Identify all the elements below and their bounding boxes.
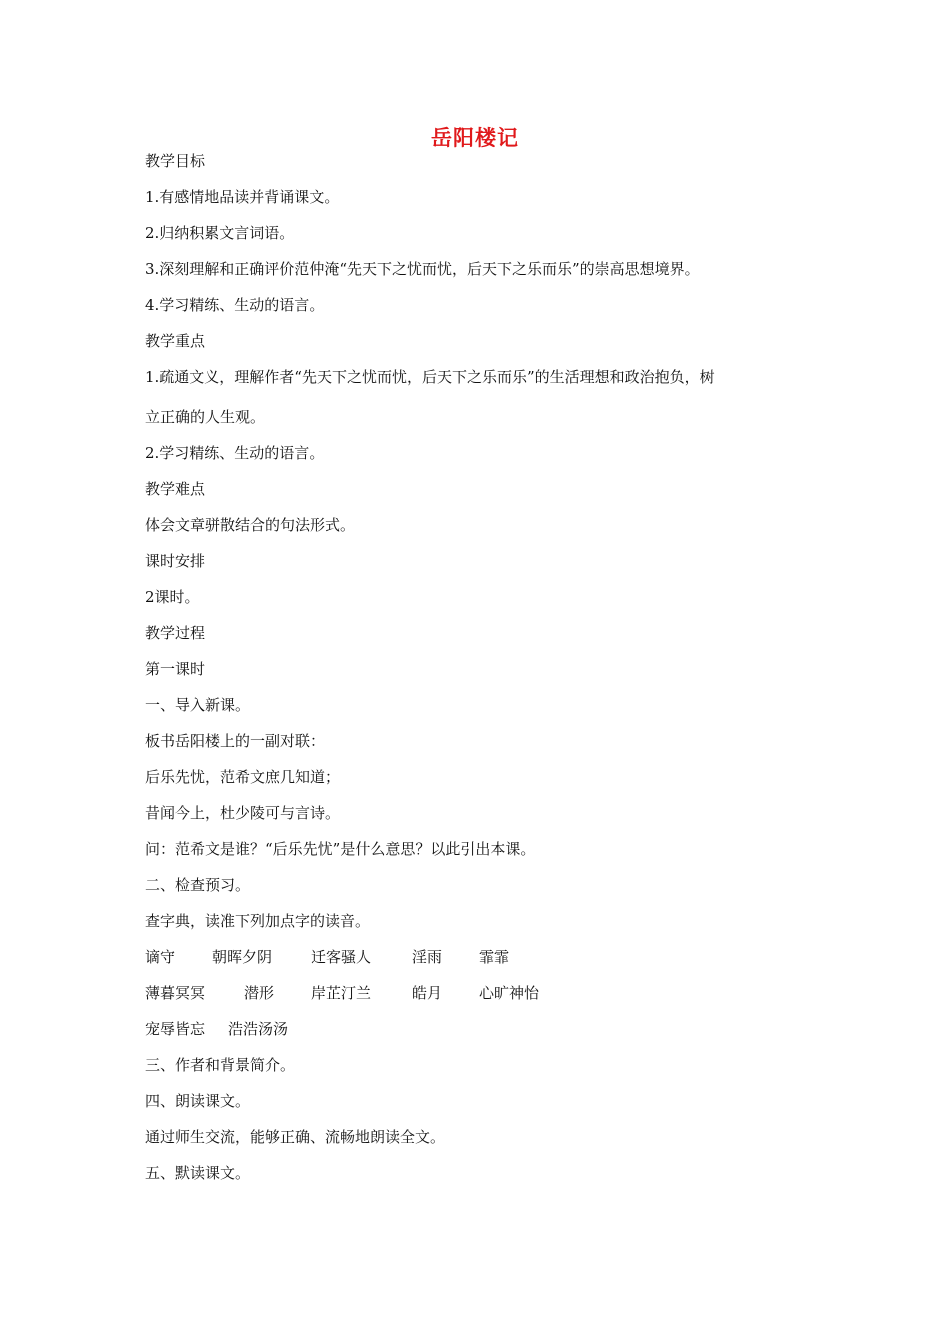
goal-item-4: 4.学习精练、生动的语言。 <box>145 296 325 314</box>
goal-item-3: 3.深刻理解和正确评价范仲淹“先天下之忧而忧，后天下之乐而乐”的崇高思想境界。 <box>145 260 700 278</box>
couplet-line-1: 后乐先忧，范希文庶几知道； <box>145 768 341 786</box>
focus-item-1-cont: 立正确的人生观。 <box>145 408 266 426</box>
vocab-word: 迁客骚人 <box>311 948 372 966</box>
step-5-heading: 五、默读课文。 <box>145 1164 251 1182</box>
section-heading-difficulty: 教学难点 <box>145 480 206 498</box>
schedule-text: 2课时。 <box>145 588 200 606</box>
couplet-line-2: 昔闻今上，杜少陵可与言诗。 <box>145 804 341 822</box>
difficulty-text: 体会文章骈散结合的句法形式。 <box>145 516 356 534</box>
vocab-word: 心旷神怡 <box>479 984 540 1002</box>
focus-item-1: 1.疏通文义，理解作者“先天下之忧而忧，后天下之乐而乐”的生活理想和政治抱负，树 <box>145 368 715 386</box>
goal-item-2: 2.归纳积累文言词语。 <box>145 224 295 242</box>
step-1-question: 问：范希文是谁？“后乐先忧”是什么意思？以此引出本课。 <box>145 840 536 858</box>
step-3-heading: 三、作者和背景简介。 <box>145 1056 296 1074</box>
vocab-word: 皓月 <box>412 984 443 1002</box>
vocab-word: 霏霏 <box>479 948 510 966</box>
section-heading-process: 教学过程 <box>145 624 206 642</box>
document-title: 岳阳楼记 <box>431 126 519 150</box>
vocab-word: 淫雨 <box>412 948 443 966</box>
lesson-one-heading: 第一课时 <box>145 660 206 678</box>
step-1-text: 板书岳阳楼上的一副对联： <box>145 732 326 750</box>
vocab-word: 岸芷汀兰 <box>311 984 372 1002</box>
step-2-heading: 二、检查预习。 <box>145 876 251 894</box>
vocab-word: 朝晖夕阴 <box>212 948 273 966</box>
step-2-text: 查字典，读准下列加点字的读音。 <box>145 912 371 930</box>
section-heading-goals: 教学目标 <box>145 152 206 170</box>
vocab-word: 潜形 <box>244 984 275 1002</box>
vocab-word: 宠辱皆忘 <box>145 1020 206 1038</box>
section-heading-schedule: 课时安排 <box>145 552 206 570</box>
goal-item-1: 1.有感情地品读并背诵课文。 <box>145 188 340 206</box>
focus-item-2: 2.学习精练、生动的语言。 <box>145 444 325 462</box>
vocab-word: 谪守 <box>145 948 176 966</box>
step-1-heading: 一、导入新课。 <box>145 696 251 714</box>
vocab-word: 浩浩汤汤 <box>228 1020 289 1038</box>
section-heading-focus: 教学重点 <box>145 332 206 350</box>
step-4-text: 通过师生交流，能够正确、流畅地朗读全文。 <box>145 1128 446 1146</box>
vocab-word: 薄暮冥冥 <box>145 984 206 1002</box>
step-4-heading: 四、朗读课文。 <box>145 1092 251 1110</box>
